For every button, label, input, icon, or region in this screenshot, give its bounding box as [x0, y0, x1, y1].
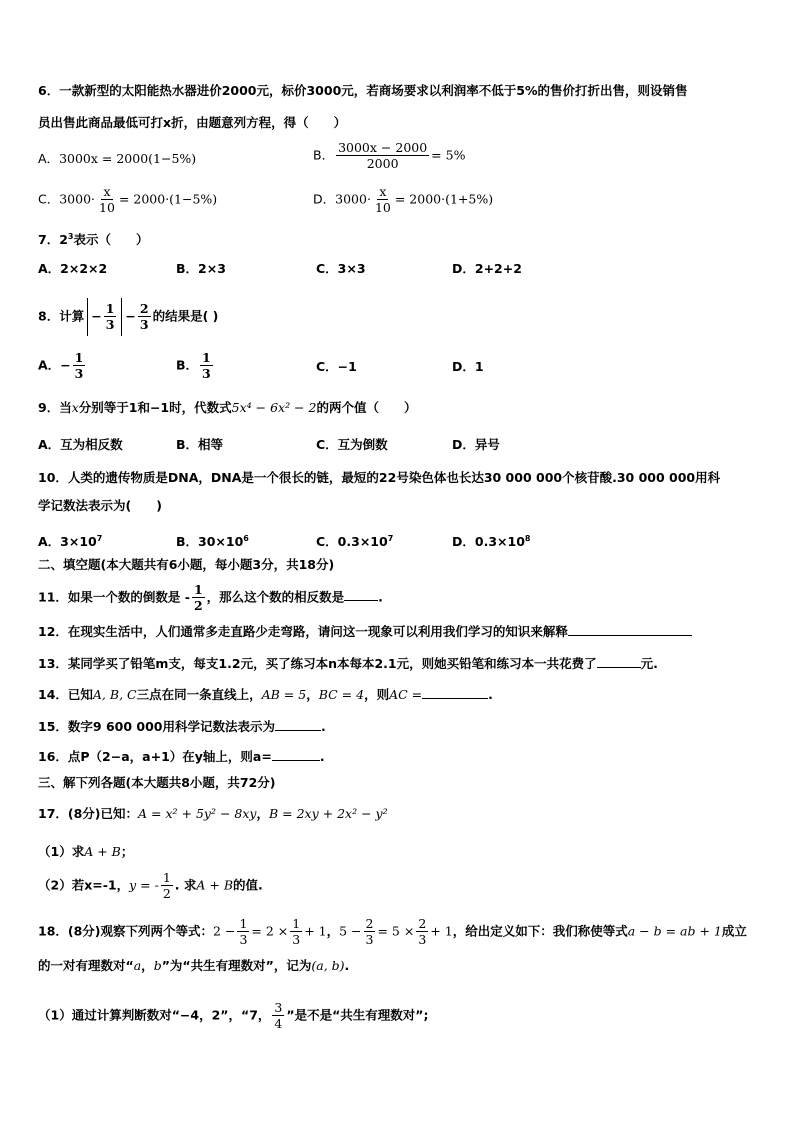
q9-option-c: C．互为倒数: [316, 437, 388, 452]
q6-stem-line2: 员出售此商品最低可打x折，由题意列方程，得（ ）: [38, 115, 347, 130]
q16-answer-blank[interactable]: [272, 748, 320, 761]
q18-stem-line2: 的一对有理数对“a，b”为“共生有理数对”，记为(a, b).: [38, 958, 350, 973]
q6-c-fraction: $\frac{x}{10}$: [99, 184, 115, 215]
q8-stem: 8．计算 − $\frac{1}{3}$ − $\frac{2}{3}$ 的结果是( ): [38, 296, 218, 337]
q18-stem-line1: 18．(8分)观察下列两个等式：2 − $\frac{1}{3}$ = 2 × $\frac{1}{3}$ + 1，5 − $\frac{2}{3}$ = 5 × $\frac{2}{3}$ + 1，给出定义如下：我们称使等式a − b = ab + 1成立: [38, 916, 747, 947]
section-3-heading: 三、解下列各题(本大题共8小题，共72分): [38, 775, 276, 790]
q17-stem: 17．(8分)已知：A = x² + 5y² − 8xy，B = 2xy + 2x² − y²: [38, 806, 388, 821]
q8-option-d: D．1: [452, 359, 484, 374]
abs-bar-left: [87, 298, 88, 336]
q13-answer-blank[interactable]: [597, 655, 641, 668]
q14-answer-blank[interactable]: [422, 686, 488, 699]
q8-fraction-1: $\frac{1}{3}$: [105, 301, 115, 332]
q7-stem: 7．$2^3$表示（ ）: [38, 232, 149, 248]
q14: 14．已知A, B, C三点在同一条直线上，AB = 5，BC = 4，则AC = .: [38, 687, 493, 702]
q10-option-d: D．$0.3\times 10^8$: [452, 534, 531, 550]
q15-answer-blank[interactable]: [275, 718, 321, 731]
q6-d-fraction: $\frac{x}{10}$: [374, 184, 391, 215]
q18-part1: （1）通过计算判断数对“−4，2”，“7， $\frac{3}{4}$ ”是不是“共生有理数对”;: [38, 1000, 429, 1031]
q10-stem-line2: 学记数法表示为( ): [38, 498, 162, 513]
q12-answer-blank[interactable]: [568, 623, 692, 636]
q17-part2: （2）若x=-1，y = - $\frac{1}{2}$ . 求A + B的值.: [38, 870, 263, 901]
q6-option-b: B． $\frac{3000x - 2000}{2000}$ = 5%: [313, 140, 466, 171]
q6-stem-line1: 6．一款新型的太阳能热水器进价2000元，标价3000元，若商场要求以利润率不低于5%的售价打折出售，则设销售: [38, 83, 688, 98]
q6-b-fraction: $\frac{3000x - 2000}{2000}$: [338, 140, 428, 171]
section-2-heading: 二、填空题(本大题共有6小题，每小题3分，共18分): [38, 557, 335, 572]
q7-option-b: B．2×3: [176, 261, 226, 276]
q17-part1: （1）求A + B；: [38, 844, 134, 859]
q10-option-c: C．$0.3\times 10^7$: [316, 534, 394, 550]
q15: 15．数字9 600 000用科学记数法表示为 .: [38, 719, 326, 734]
q7-option-d: D．2+2+2: [452, 261, 522, 276]
q10-option-a: A．$3\times 10^7$: [38, 534, 103, 550]
q7-option-a: A．2×2×2: [38, 261, 108, 276]
q13: 13．某同学买了铅笔m支，每支1.2元，买了练习本n本每本2.1元，则她买铅笔和练习本一共花费了 元.: [38, 656, 658, 671]
q7-option-c: C．3×3: [316, 261, 366, 276]
q10-stem-line1: 10．人类的遗传物质是DNA，DNA是一个很长的链，最短的22号染色体也长达30 000 000个核苷酸.30 000 000用科: [38, 470, 721, 485]
q8-fraction-2: $\frac{2}{3}$: [139, 301, 149, 332]
q8-option-c: C．−1: [316, 359, 357, 374]
q6-option-c: C．3000· $\frac{x}{10}$ = 2000·(1−5%): [38, 184, 218, 215]
q8-option-a: A．− $\frac{1}{3}$: [38, 350, 84, 381]
q11-answer-blank[interactable]: [344, 588, 378, 601]
q12: 12．在现实生活中，人们通常多走直路少走弯路，请问这一现象可以利用我们学习的知识来解释: [38, 623, 692, 641]
q11: 11．如果一个数的倒数是 - $\frac{1}{2}$ ，那么这个数的相反数是 .: [38, 582, 383, 613]
q16: 16．点P（2−a，a+1）在y轴上，则a= .: [38, 749, 325, 764]
q10-option-b: B．$30\times 10^6$: [176, 534, 249, 550]
q9-stem: 9．当x分别等于1和−1时，代数式5x⁴ − 6x² − 2的两个值（ ）: [38, 400, 417, 415]
abs-bar-right: [121, 298, 122, 336]
q6-option-d: D．3000· $\frac{x}{10}$ = 2000·(1+5%): [313, 184, 494, 215]
q9-option-b: B．相等: [176, 437, 224, 452]
q9-option-d: D．异号: [452, 437, 500, 452]
q6-option-a: A．3000x = 2000(1−5%): [38, 151, 197, 166]
q8-option-b: B． $\frac{1}{3}$: [176, 350, 211, 381]
q9-option-a: A．互为相反数: [38, 437, 123, 452]
